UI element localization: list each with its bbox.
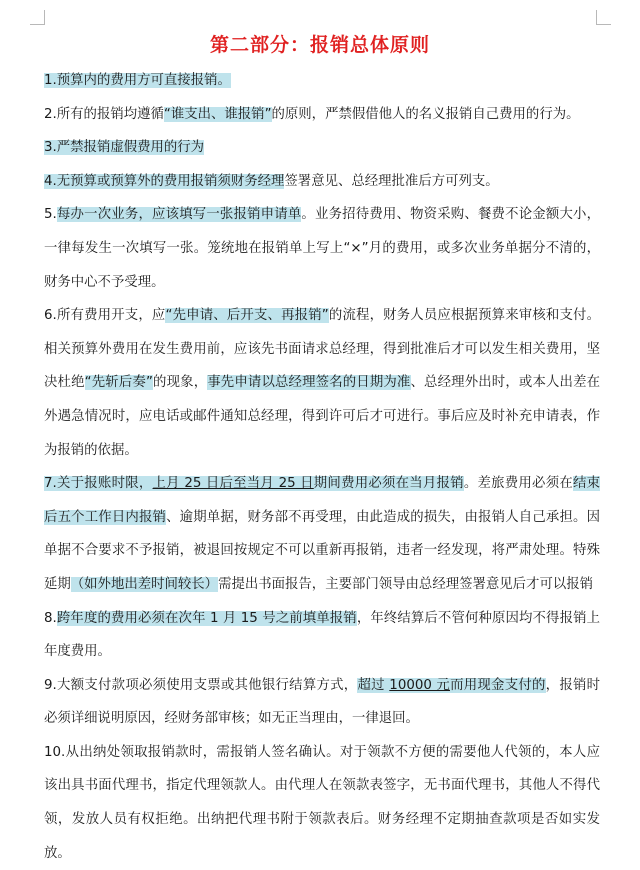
rule-text: 的原则，严禁假借他人的名义报销自己费用的行为。 (271, 106, 580, 122)
rule-text: ，报销时必须详细说明原因，经财务部审核；如无正当理由，一律退回。 (44, 677, 601, 727)
rule-item-2 (44, 98, 600, 132)
highlighted-text: 7.关于报账时限， (44, 476, 153, 492)
rule-item-3 (44, 131, 600, 165)
highlighted-text: “谁支出、谁报销” (163, 106, 272, 122)
rule-text: 。差旅费用必须在 (463, 476, 573, 492)
rule-item-9 (44, 669, 600, 736)
highlighted-text: 跨年度的费用必须在次年 1 月 15 号之前填单报销 (56, 610, 357, 626)
document-title: 第二部分：报销总体原则 (209, 34, 430, 56)
rule-text: 2.所有的报销均遵循 (44, 106, 164, 122)
rule-text: 需提出书面报告，主要部门领导由总经理签署意见后才可以报销 (218, 576, 594, 592)
highlighted-text: 10000 元 (389, 677, 451, 693)
highlighted-text: 4.无预算或预算外的费用报销须财务经理 (44, 173, 285, 189)
highlighted-text: 3.严禁报销虚假费用的行为 (44, 140, 205, 156)
rule-text: 10.从出纳处领取报销款时，需报销人签名确认。对于领款不方便的需要他人代领的，本人应该出具书面代理书，指定代理领款人。由代理人在领款表签字，无书面代理书，其他人不得代领，发放人员有权拒绝。出纳把代理书附于领款表后。财务经理不定期抽查款项是否如实发放。 (44, 744, 600, 861)
rule-item-6 (44, 299, 600, 467)
highlighted-text: “先斩后奏” (84, 375, 153, 391)
rule-text: ，年终结算后不管何种原因均不得报销上年度费用。 (44, 610, 601, 660)
highlighted-text: 期间费用必须在当月报销 (313, 476, 464, 492)
rule-text: 、逾期单据，财务部不再受理，由此造成的损失，由报销人自己承担。因单据不合要求不予报销，被退回按规定不可以重新再报销，违者一经发现，将严肃处理。特殊延期 (44, 509, 601, 592)
highlighted-text: 结束后五个工作日内报销 (44, 476, 601, 525)
rule-text: 的流程，财务人员应根据预算来审核和支付。相关预算外费用在发生费用前，应该先书面请求总经理，得到批准后才可以发生相关费用，坚决杜绝 (44, 308, 601, 391)
rule-text: 、总经理外出时，或本人出差在外遇急情况时，应电话或邮件通知总经理，得到许可后才可进行。事后应及时补充申请表，作为报销的依据。 (44, 375, 601, 458)
highlighted-text: “先申请、后开支、再报销” (165, 308, 329, 324)
rule-item-10 (44, 736, 600, 870)
rule-item-8 (44, 602, 600, 669)
rule-text: 9.大额支付款项必须使用支票或其他银行结算方式， (44, 677, 358, 693)
crop-mark-top-right (596, 10, 611, 25)
rule-item-4 (44, 165, 600, 199)
rule-item-7 (44, 467, 600, 601)
rules-list (44, 64, 600, 870)
rule-text: 。业务招待费用、物资采购、餐费不论金额大小，一律每发生一次填写一张。笼统地在报销单上写上“×”月的费用，或多次业务单据分不清的，财务中心不予受理。 (44, 207, 601, 290)
rule-text: 5. (44, 207, 57, 223)
rule-text: 8. (44, 610, 57, 626)
highlighted-text: 而用现金支付的 (450, 677, 546, 693)
rule-text: 签署意见、总经理批准后方可列支。 (284, 173, 499, 189)
crop-mark-top-left (30, 10, 45, 25)
highlighted-text: 每办一次业务，应该填写一张报销申请单 (56, 207, 302, 223)
highlighted-text: 上月 25 日后至当月 25 日 (152, 476, 314, 492)
rule-item-5 (44, 198, 600, 299)
rule-text: 6.所有费用开支，应 (44, 308, 166, 324)
rule-item-1 (44, 64, 600, 98)
highlighted-text: 1.预算内的费用方可直接报销。 (44, 73, 231, 88)
highlighted-text: 超过 (357, 677, 390, 693)
highlighted-text: 事先申请以总经理签名的日期为准 (207, 375, 411, 391)
highlighted-text: （如外地出差时间较长） (70, 576, 219, 592)
rule-text: 的现象， (152, 375, 208, 391)
